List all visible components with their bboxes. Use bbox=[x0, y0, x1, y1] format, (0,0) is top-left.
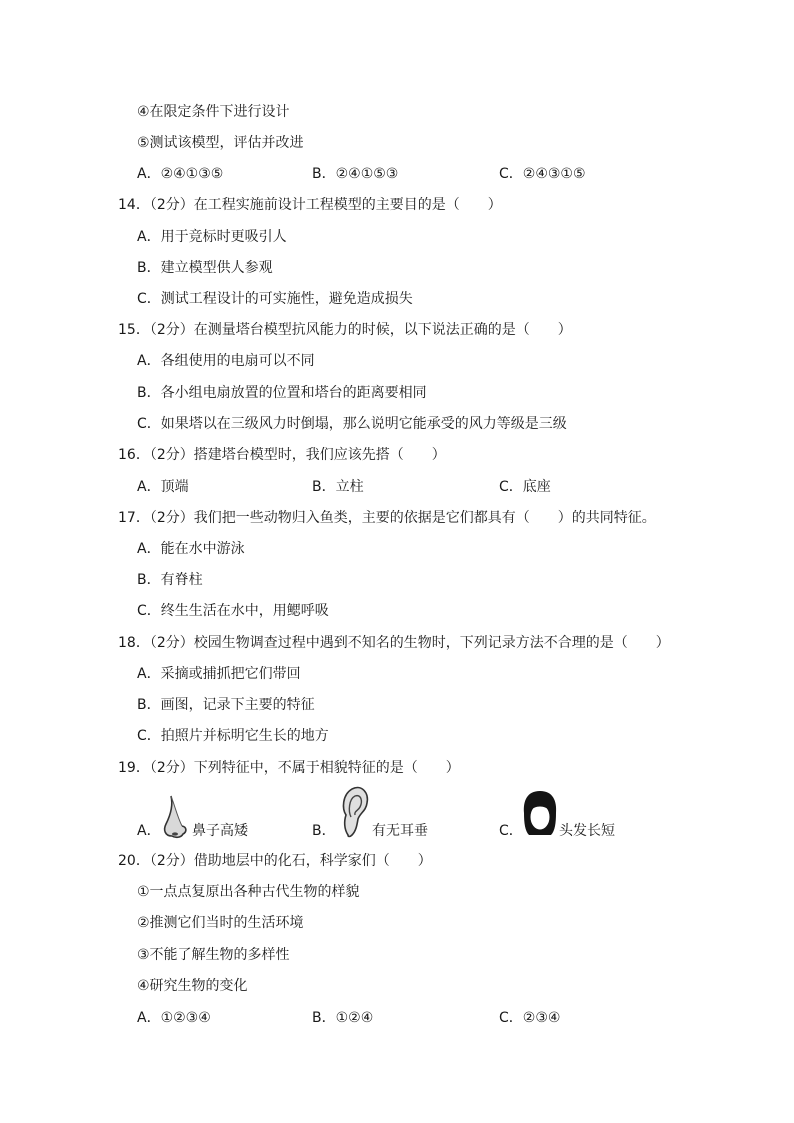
q13-item-4: ④在限定条件下进行设计 bbox=[137, 104, 290, 120]
q17-option-b[interactable]: B．有脊柱 bbox=[137, 572, 203, 588]
q13-option-b[interactable]: B．②④①⑤③ bbox=[312, 166, 399, 182]
q19-option-a-letter: A． bbox=[137, 823, 161, 839]
q13-option-c[interactable]: C．②④③①⑤ bbox=[499, 166, 586, 182]
q16-option-a[interactable]: A．顶端 bbox=[137, 479, 189, 495]
nose-icon bbox=[161, 794, 189, 840]
q13-option-a[interactable]: A．②④①③⑤ bbox=[137, 166, 224, 182]
q20-item-3: ③不能了解生物的多样性 bbox=[137, 947, 290, 963]
q17-stem: 17．（2分）我们把一些动物归入鱼类，主要的依据是它们都具有（ ）的共同特征。 bbox=[118, 510, 656, 526]
q15-stem: 15．（2分）在测量塔台模型抗风能力的时候，以下说法正确的是（ ） bbox=[118, 322, 572, 338]
q15-option-c[interactable]: C．如果塔以在三级风力时倒塌，那么说明它能承受的风力等级是三级 bbox=[137, 416, 567, 432]
q18-stem: 18．（2分）校园生物调查过程中遇到不知名的生物时，下列记录方法不合理的是（ ） bbox=[118, 635, 670, 651]
q17-option-a[interactable]: A．能在水中游泳 bbox=[137, 541, 245, 557]
hair-icon bbox=[521, 789, 559, 837]
q20-option-a[interactable]: A．①②③④ bbox=[137, 1010, 211, 1026]
q15-option-a[interactable]: A．各组使用的电扇可以不同 bbox=[137, 353, 315, 369]
q16-option-b[interactable]: B．立柱 bbox=[312, 479, 364, 495]
q19-stem: 19．（2分）下列特征中，不属于相貌特征的是（ ） bbox=[118, 760, 460, 776]
q15-option-b[interactable]: B．各小组电扇放置的位置和塔台的距离要相同 bbox=[137, 385, 427, 401]
q14-stem: 14．（2分）在工程实施前设计工程模型的主要目的是（ ） bbox=[118, 197, 502, 213]
q14-option-b[interactable]: B．建立模型供人参观 bbox=[137, 260, 273, 276]
q20-item-2: ②推测它们当时的生活环境 bbox=[137, 915, 304, 931]
q18-option-c[interactable]: C．拍照片并标明它生长的地方 bbox=[137, 728, 329, 744]
q16-option-c[interactable]: C．底座 bbox=[499, 479, 551, 495]
q19-option-b[interactable] bbox=[312, 783, 472, 843]
q14-option-c[interactable]: C．测试工程设计的可实施性，避免造成损失 bbox=[137, 291, 413, 307]
q19-option-b-letter: B． bbox=[312, 823, 336, 839]
q14-option-a[interactable]: A．用于竞标时更吸引人 bbox=[137, 229, 287, 245]
q17-option-c[interactable]: C．终生生活在水中，用鳃呼吸 bbox=[137, 603, 329, 619]
q19-option-c-letter: C． bbox=[499, 823, 523, 839]
q18-option-a[interactable]: A．采摘或捕抓把它们带回 bbox=[137, 666, 301, 682]
q19-option-c-text: 头发长短 bbox=[559, 823, 615, 839]
ear-icon bbox=[340, 785, 370, 839]
q19-option-a-text: 鼻子高矮 bbox=[192, 823, 248, 839]
q20-stem: 20．（2分）借助地层中的化石，科学家们（ ） bbox=[118, 853, 432, 869]
q19-option-b-text: 有无耳垂 bbox=[372, 823, 428, 839]
q13-item-5: ⑤测试该模型，评估并改进 bbox=[137, 135, 304, 151]
q20-item-4: ④研究生物的变化 bbox=[137, 978, 248, 994]
q18-option-b[interactable]: B．画图，记录下主要的特征 bbox=[137, 697, 315, 713]
q20-item-1: ①一点点复原出各种古代生物的样貌 bbox=[137, 884, 360, 900]
q20-option-c[interactable]: C．②③④ bbox=[499, 1010, 561, 1026]
q19-option-c[interactable] bbox=[499, 785, 669, 845]
q16-stem: 16．（2分）搭建塔台模型时，我们应该先搭（ ） bbox=[118, 447, 446, 463]
q19-option-a[interactable] bbox=[137, 790, 297, 850]
q20-option-b[interactable]: B．①②④ bbox=[312, 1010, 374, 1026]
